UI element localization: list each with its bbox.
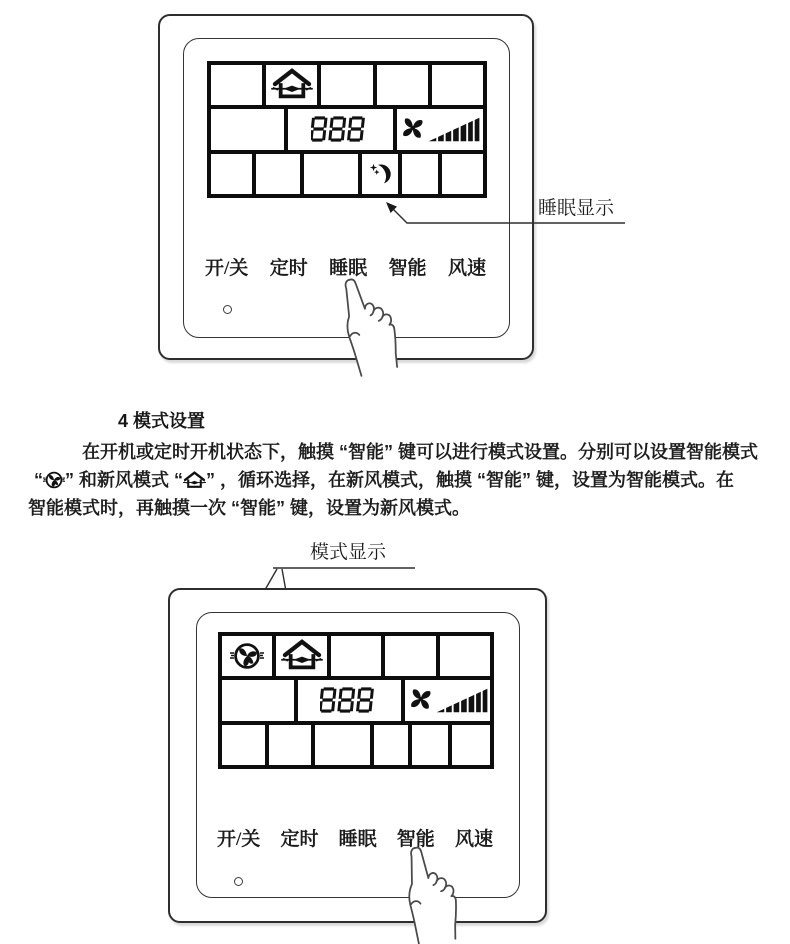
lcd-cell-empty <box>452 725 490 765</box>
power-key[interactable]: 开/关 <box>205 257 249 279</box>
quote-mark: “ <box>34 470 43 490</box>
lcd-cell-empty <box>377 65 428 105</box>
lcd-row-3 <box>211 154 483 194</box>
lcd-cell-empty <box>222 680 294 720</box>
lcd-display <box>218 632 494 769</box>
lcd-row-3 <box>222 725 490 765</box>
sleep-key[interactable]: 睡眠 <box>338 828 377 850</box>
paragraph-text: ” ，循环选择，在新风模式，触摸 “智能” 键，设置为智能模式。在 <box>206 470 735 490</box>
lcd-cell-empty <box>211 154 252 194</box>
lcd-row-1 <box>222 636 490 676</box>
lcd-cell-empty <box>321 65 372 105</box>
lcd-cell-empty <box>211 109 284 149</box>
lcd-cell-empty <box>331 636 381 676</box>
lcd-row-1 <box>211 65 483 105</box>
lcd-row-2 <box>211 109 483 149</box>
temperature-888-display <box>288 109 393 149</box>
lcd-cell-empty <box>222 725 265 765</box>
lcd-cell-empty <box>374 725 408 765</box>
lcd-cell-empty <box>256 154 301 194</box>
smart-mode-fan-icon <box>222 636 272 676</box>
sleep-key[interactable]: 睡眠 <box>329 257 368 279</box>
fresh-air-house-icon <box>266 65 317 105</box>
section-paragraph <box>28 438 776 522</box>
timer-key[interactable]: 定时 <box>280 828 319 850</box>
lcd-cell-empty <box>315 725 370 765</box>
power-key[interactable]: 开/关 <box>217 828 261 850</box>
fresh-air-house-icon <box>183 471 206 490</box>
section-heading: 4 模式设置 <box>118 411 206 431</box>
lcd-cell-empty <box>432 65 483 105</box>
smart-key[interactable]: 智能 <box>388 257 427 279</box>
smart-key[interactable]: 智能 <box>396 828 435 850</box>
lcd-cell-empty <box>385 636 435 676</box>
paragraph-line-3: 智能模式时，再触摸一次 “智能” 键，设置为新风模式。 <box>28 498 470 518</box>
touch-key-row <box>205 257 486 279</box>
lcd-cell-empty <box>211 65 262 105</box>
indicator-led <box>234 877 243 886</box>
fan-speed-icon <box>397 109 483 149</box>
paragraph-line-2 <box>28 466 776 494</box>
lcd-cell-empty <box>402 154 439 194</box>
paragraph-line-1: 在开机或定时开机状态下，触摸 “智能” 键可以进行模式设置。分别可以设置智能模式 <box>82 442 758 462</box>
fan-speed-key[interactable]: 风速 <box>447 257 486 279</box>
lcd-cell-empty <box>440 636 490 676</box>
paragraph-text: ” 和新风模式 “ <box>65 470 184 490</box>
sleep-display-label: 睡眠显示 <box>538 198 615 219</box>
fan-speed-key[interactable]: 风速 <box>454 828 493 850</box>
lcd-cell-empty <box>442 154 483 194</box>
fresh-air-house-icon <box>276 636 326 676</box>
indicator-led <box>223 305 232 314</box>
timer-key[interactable]: 定时 <box>269 257 308 279</box>
mode-display-label: 模式显示 <box>310 542 387 563</box>
temperature-888-display <box>298 680 401 720</box>
sleep-moon-icon <box>362 154 397 194</box>
lcd-cell-empty <box>412 725 449 765</box>
fan-speed-icon <box>405 680 490 720</box>
lcd-cell-empty <box>269 725 311 765</box>
lcd-display <box>207 61 487 198</box>
smart-mode-fan-icon <box>43 470 65 490</box>
lcd-cell-empty <box>304 154 358 194</box>
lcd-row-2 <box>222 680 490 720</box>
